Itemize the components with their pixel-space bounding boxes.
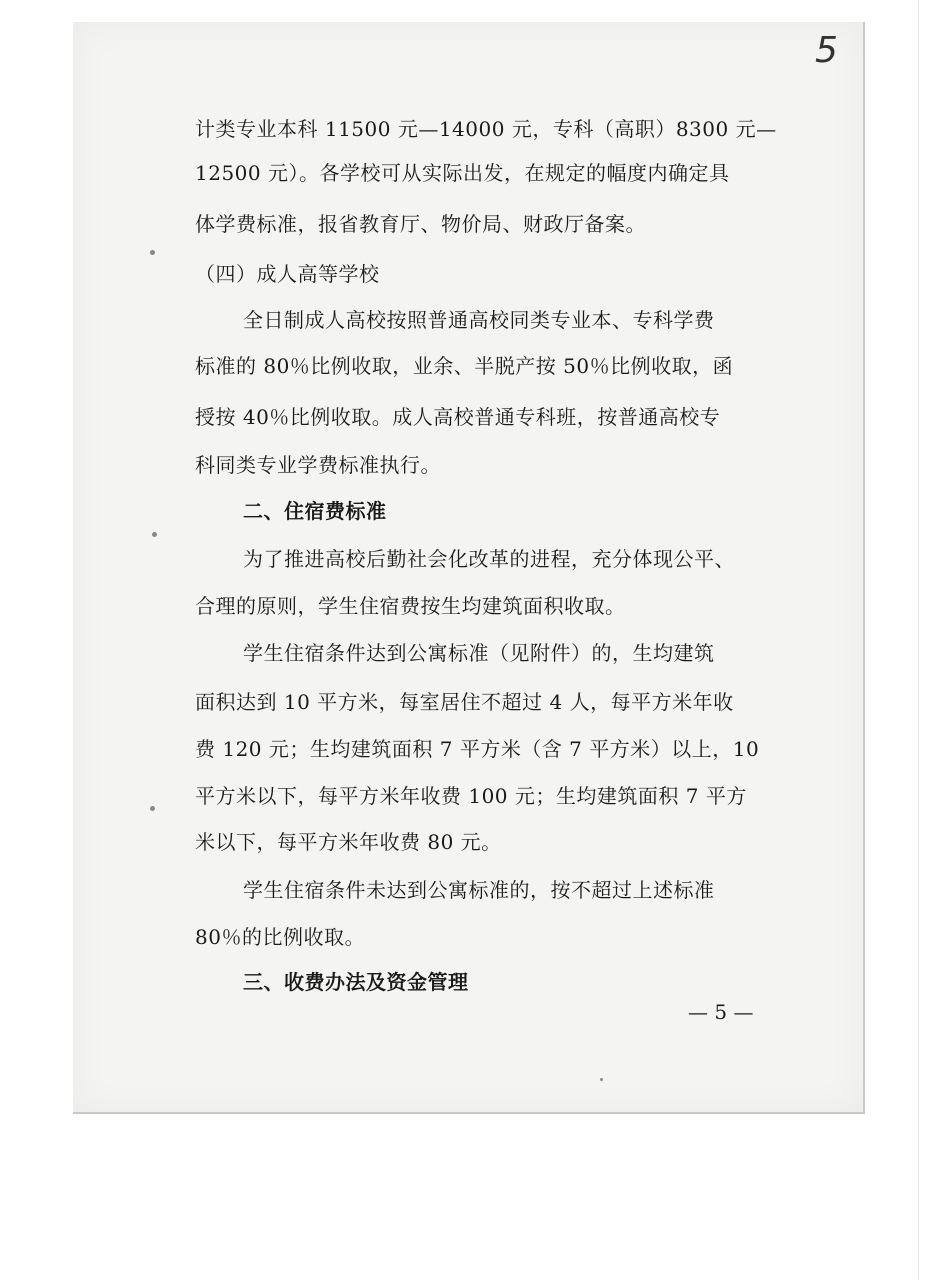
body-line: 学生住宿条件未达到公寓标准的，按不超过上述标准	[243, 878, 715, 902]
body-line: 全日制成人高校按照普通高校同类专业本、专科学费	[243, 308, 715, 332]
section-subheading: （四）成人高等学校	[195, 262, 380, 286]
body-line: 合理的原则，学生住宿费按生均建筑面积收取。	[195, 594, 626, 618]
body-line: 科同类专业学费标准执行。	[195, 453, 441, 477]
handwritten-page-mark: 5	[815, 30, 838, 71]
body-line: 学生住宿条件达到公寓标准（见附件）的，生均建筑	[243, 641, 715, 665]
body-line: 费 120 元；生均建筑面积 7 平方米（含 7 平方米）以上，10	[195, 737, 760, 761]
scan-speck	[152, 532, 157, 537]
body-line: 授按 40％比例收取。成人高校普通专科班，按普通高校专	[195, 405, 721, 429]
scan-speck	[150, 806, 155, 811]
section-heading: 二、住宿费标准	[243, 499, 387, 523]
body-line: 面积达到 10 平方米，每室居住不超过 4 人，每平方米年收	[195, 690, 734, 714]
scan-speck	[600, 1078, 603, 1081]
body-line: 平方米以下，每平方米年收费 100 元；生均建筑面积 7 平方	[195, 784, 747, 808]
body-line: 12500 元）。各学校可从实际出发，在规定的幅度内确定具	[195, 161, 730, 185]
body-line: 计类专业本科 11500 元—14000 元，专科（高职）8300 元—	[195, 117, 777, 141]
body-line: 标准的 80％比例收取，业余、半脱产按 50％比例收取，函	[195, 354, 734, 378]
body-line: 80％的比例收取。	[195, 925, 365, 949]
scan-speck	[150, 250, 155, 255]
body-line: 米以下，每平方米年收费 80 元。	[195, 830, 502, 854]
body-line: 为了推进高校后勤社会化改革的进程，充分体现公平、	[243, 547, 735, 571]
section-heading: 三、收费办法及资金管理	[243, 970, 469, 994]
page-number: — 5 —	[688, 1000, 754, 1024]
scan-edge	[918, 0, 919, 1280]
body-line: 体学费标准，报省教育厅、物价局、财政厅备案。	[195, 212, 646, 236]
